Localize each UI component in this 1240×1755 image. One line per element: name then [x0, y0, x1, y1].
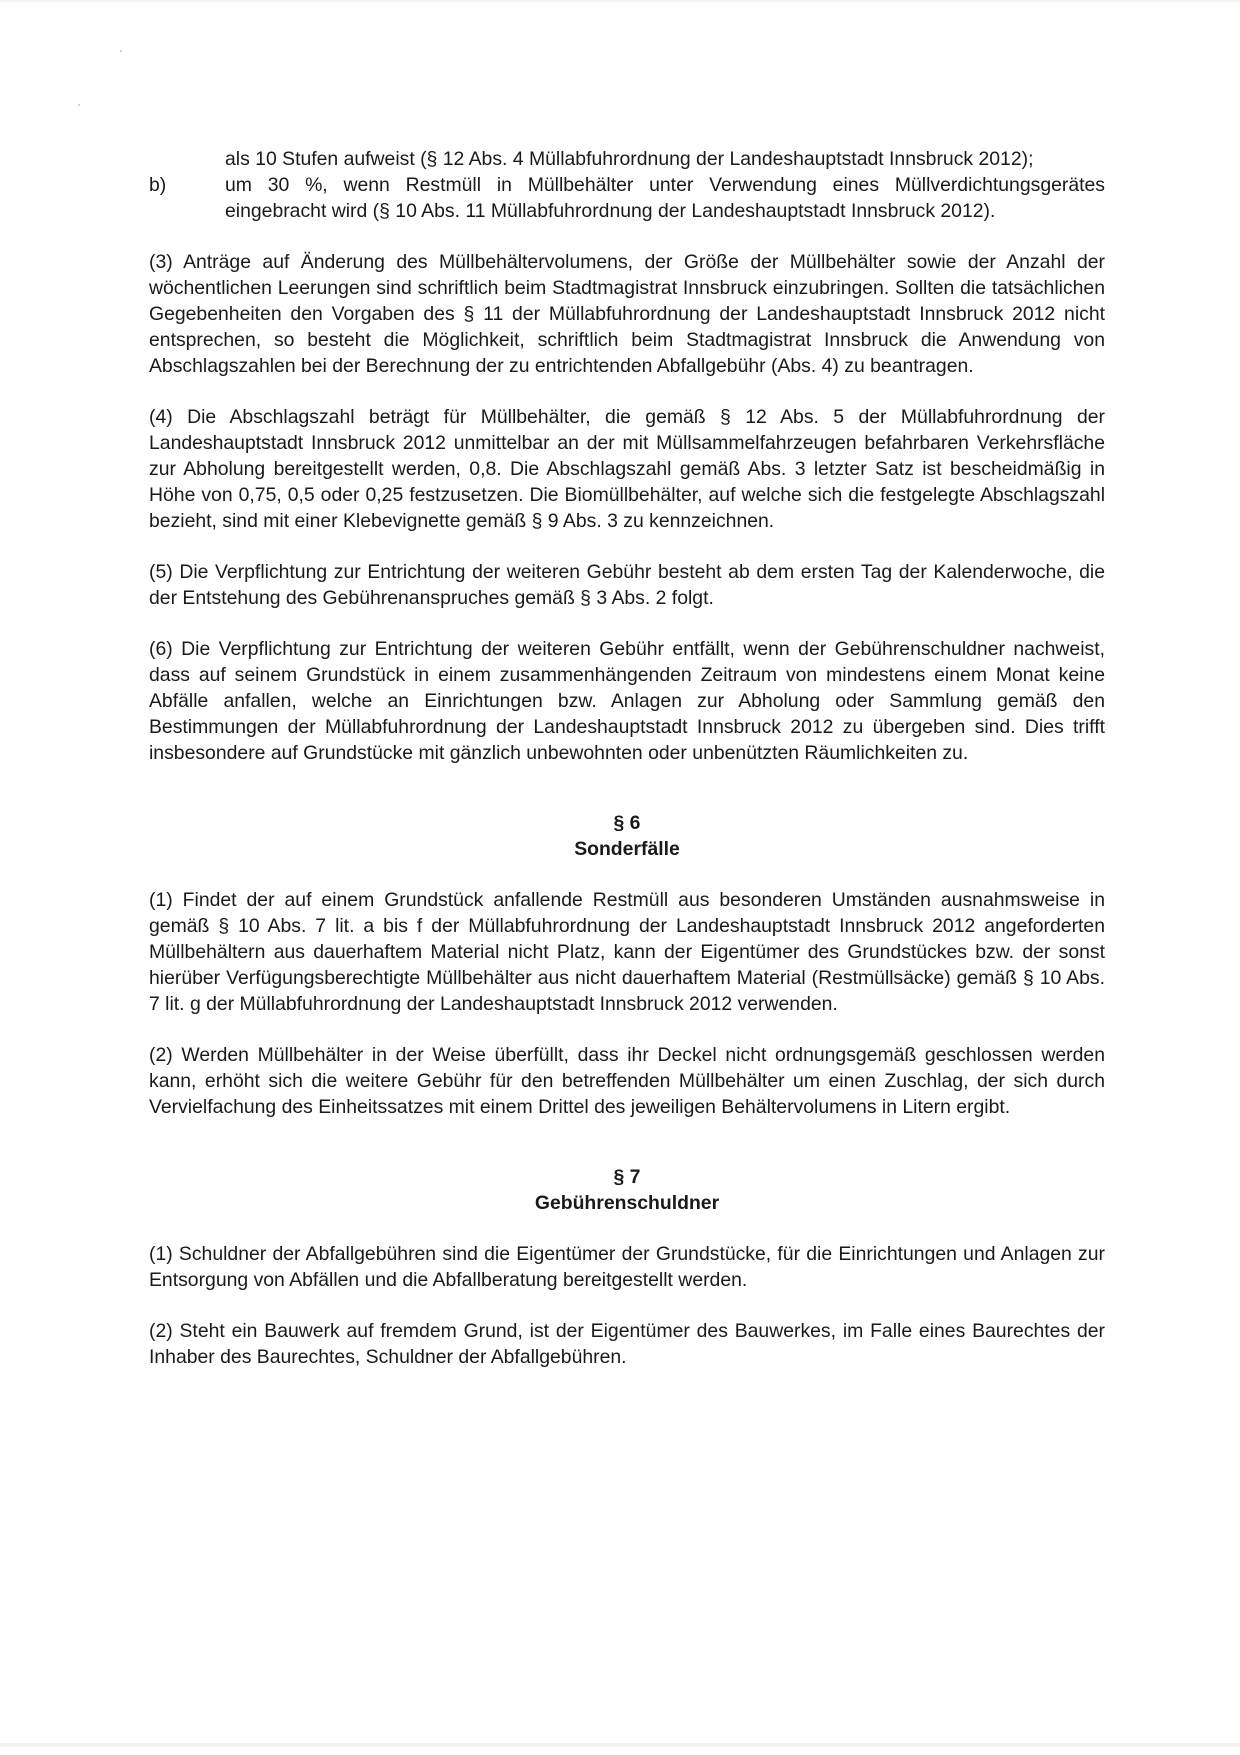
section-6-title: Sonderfälle	[574, 838, 680, 860]
section-7-paragraph-2: (2) Steht ein Bauwerk auf fremdem Grund, ist der Eigentümer des Bauwerkes, im Falle eines Baurechtes der Inhaber des Baurechtes, Schuldner der Abfallgebühren.	[149, 1320, 1105, 1368]
list-item-b-text: um 30 %, wenn Restmüll in Müllbehälter unter Verwendung eines Müllverdichtungsgerätes eingebracht wird (§ 10 Abs. 11 Müllabfuhrordnung der Landeshauptstadt Innsbruck 2012).	[225, 174, 1105, 222]
section-7-number: § 7	[613, 1166, 641, 1188]
paragraph-5: (5) Die Verpflichtung zur Entrichtung der weiteren Gebühr besteht ab dem ersten Tag der Kalenderwoche, die der Entstehung des Gebührenanspruches gemäß § 3 Abs. 2 folgt.	[149, 561, 1105, 609]
list-item-b	[149, 172, 1105, 224]
paragraph-3: (3) Anträge auf Änderung des Müllbehältervolumens, der Größe der Müllbehälter sowie der Anzahl der wöchentlichen Leerungen sind schriftlich beim Stadtmagistrat Innsbruck einzubringen. Sollten die tatsächlichen Gegebenheiten den Vorgaben des § 11 der Müllabfuhrordnung der Landeshauptstadt Innsbruck 2012 nicht entsprechen, so besteht die Möglichkeit, schriftlich beim Stadtmagistrat Innsbruck die Anwendung von Abschlagszahlen bei der Berechnung der zu entrichtenden Abfallgebühr (Abs. 4) zu beantragen.	[149, 251, 1105, 377]
section-7-title: Gebührenschuldner	[534, 1192, 720, 1214]
scan-bottom-edge	[0, 1743, 1240, 1747]
scan-speck	[120, 50, 122, 52]
scan-speck	[78, 104, 80, 106]
section-6-number: § 6	[613, 812, 641, 834]
paragraph-6: (6) Die Verpflichtung zur Entrichtung der weiteren Gebühr entfällt, wenn der Gebührenschuldner nachweist, dass auf seinem Grundstück in einem zusammenhängenden Zeitraum von mindestens einem Monat keine Abfälle anfallen, welche an Einrichtungen bzw. Anlagen zur Abholung oder Sammlung gemäß den Bestimmungen der Müllabfuhrordnung der Landeshauptstadt Innsbruck 2012 zu übergeben sind. Dies trifft insbesondere auf Grundstücke mit gänzlich unbewohnten oder unbenützten Räumlichkeiten zu.	[149, 638, 1105, 764]
section-6-paragraph-1: (1) Findet der auf einem Grundstück anfallende Restmüll aus besonderen Umständen ausnahmsweise in gemäß § 10 Abs. 7 lit. a bis f der Müllabfuhrordnung der Landeshauptstadt Innsbruck 2012 angeforderten Müllbehältern aus dauerhaftem Material nicht Platz, kann der Eigentümer des Grundstückes bzw. der sonst hierüber Verfügungsberechtigte Müllbehälter aus nicht dauerhaftem Material (Restmüllsäcke) gemäß § 10 Abs. 7 lit. g der Müllabfuhrordnung der Landeshauptstadt Innsbruck 2012 verwenden.	[149, 889, 1105, 1015]
list-item-a-continuation: als 10 Stufen aufweist (§ 12 Abs. 4 Müllabfuhrordnung der Landeshauptstadt Innsbruck 2012);	[225, 148, 1034, 170]
paragraph-4: (4) Die Abschlagszahl beträgt für Müllbehälter, die gemäß § 12 Abs. 5 der Müllabfuhrordnung der Landeshauptstadt Innsbruck 2012 unmittelbar an der mit Müllsammelfahrzeugen befahrbaren Verkehrsfläche zur Abholung bereitgestellt werden, 0,8. Die Abschlagszahl gemäß Abs. 3 letzter Satz ist bescheidmäßig in Höhe von 0,75, 0,5 oder 0,25 festzusetzen. Die Biomüllbehälter, auf welche sich die festgelegte Abschlagszahl bezieht, sind mit einer Klebevignette gemäß § 9 Abs. 3 zu kennzeichnen.	[149, 406, 1105, 532]
scan-top-edge	[0, 0, 1240, 2]
section-6-paragraph-2: (2) Werden Müllbehälter in der Weise überfüllt, dass ihr Deckel nicht ordnungsgemäß geschlossen werden kann, erhöht sich die weitere Gebühr für den betreffenden Müllbehälter um einen Zuschlag, der sich durch Vervielfachung des Einheitssatzes mit einem Drittel des jeweiligen Behältervolumens in Litern ergibt.	[149, 1044, 1105, 1118]
section-7-paragraph-1: (1) Schuldner der Abfallgebühren sind die Eigentümer der Grundstücke, für die Einrichtungen und Anlagen zur Entsorgung von Abfällen und die Abfallberatung bereitgestellt werden.	[149, 1243, 1105, 1291]
document-body	[149, 146, 1105, 1370]
list-marker-b: b)	[149, 174, 167, 196]
